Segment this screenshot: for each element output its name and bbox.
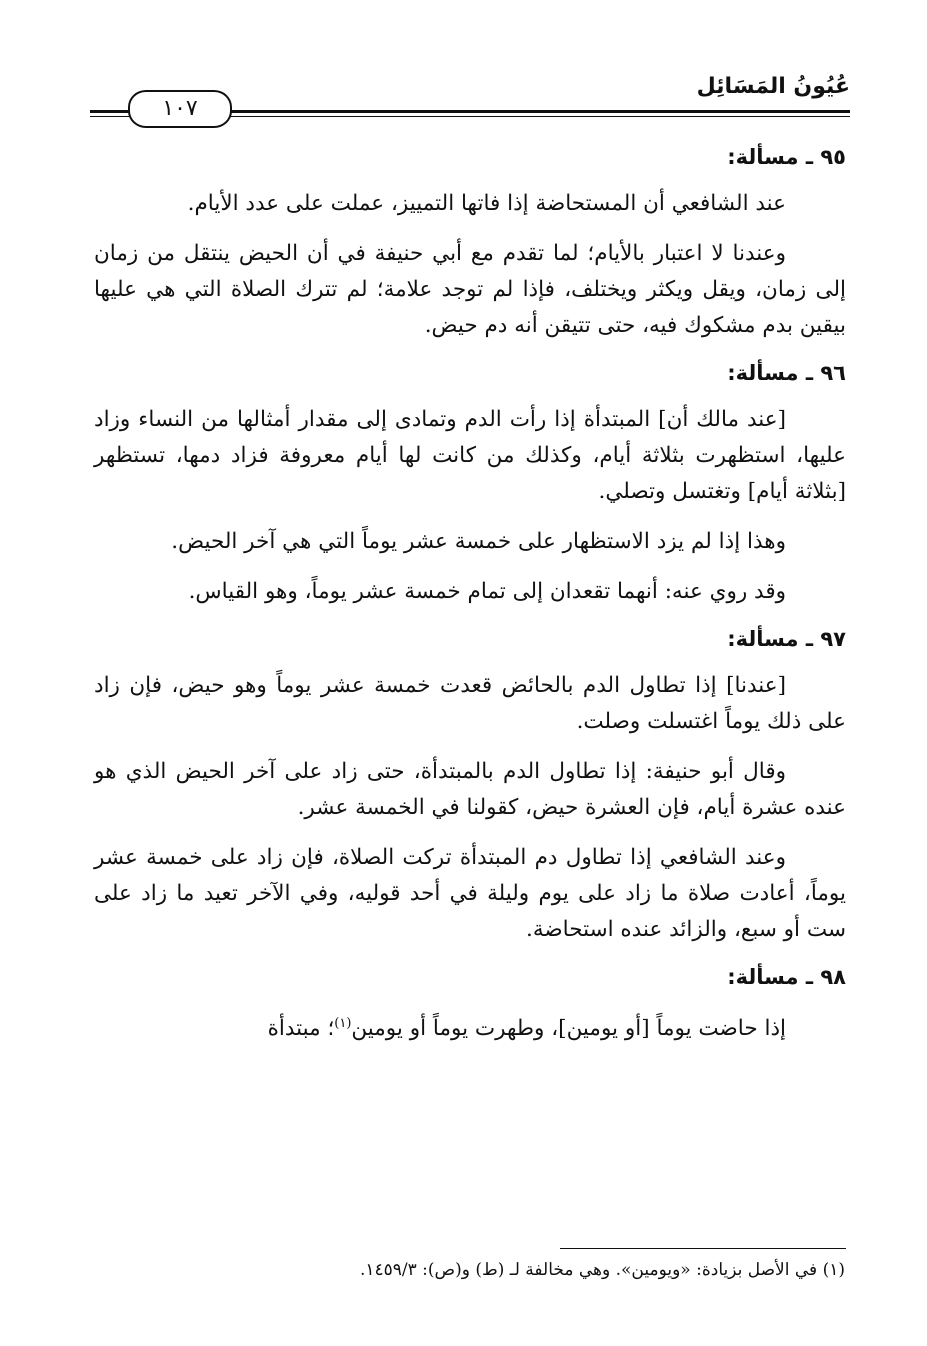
paragraph: [عند مالك أن] المبتدأة إذا رأت الدم وتمادى إلى مقدار أمثالها من النساء وزاد عليها، استظهرت بثلاثة أيام، وكذلك من كانت لها أيام معروفة فزاد دمها، تستظهر [بثلاثة أيام] وتغتسل وتصلي. xyxy=(94,407,846,504)
paragraph: وعندنا لا اعتبار بالأيام؛ لما تقدم مع أبي حنيفة في أن الحيض ينتقل من زمان إلى زمان، ويقل ويكثر ويختلف، فإذا لم توجد علامة؛ لم تترك الصلاة التي هي عليها بيقين بدم مشكوك فيه، حتى تتيقن أنه دم حيض. xyxy=(94,241,846,338)
paragraph-text: إذا حاضت يوماً [أو يومين]، وطهرت يوماً أو يومين xyxy=(351,1016,786,1042)
page-header xyxy=(90,70,850,130)
page-number: ١٠٧ xyxy=(128,90,232,128)
section-heading: ٩٨ ـ مسألة: xyxy=(727,965,846,989)
paragraph: وقد روي عنه: أنهما تقعدان إلى تمام خمسة عشر يوماً، وهو القياس. xyxy=(188,579,786,604)
footnote-marker: (١) xyxy=(334,1016,352,1031)
section-heading: ٩٦ ـ مسألة: xyxy=(727,361,846,385)
footnote: (١) في الأصل بزيادة: «ويومين». وهي مخالفة لـ (ط) و(ص): ١٤٥٩/٣. xyxy=(359,1260,845,1280)
section-heading: ٩٥ ـ مسألة: xyxy=(727,145,846,169)
body-text xyxy=(94,138,846,1047)
paragraph xyxy=(94,1006,846,1047)
paragraph: عند الشافعي أن المستحاضة إذا فاتها التمييز، عملت على عدد الأيام. xyxy=(187,191,786,216)
section-heading: ٩٧ ـ مسألة: xyxy=(727,627,846,651)
footnote-separator xyxy=(560,1248,846,1249)
running-title: عُيُونُ المَسَائِل xyxy=(696,74,850,99)
paragraph: [عندنا] إذا تطاول الدم بالحائض قعدت خمسة عشر يوماً وهو حيض، فإن زاد على ذلك يوماً اغتسلت وصلت. xyxy=(94,673,846,734)
paragraph: وهذا إذا لم يزد الاستظهار على خمسة عشر يوماً التي هي آخر الحيض. xyxy=(171,529,786,554)
paragraph: وعند الشافعي إذا تطاول دم المبتدأة تركت الصلاة، فإن زاد على خمسة عشر يوماً، أعادت صلاة ما زاد على يوم وليلة في أحد قوليه، وفي الآخر تعيد ما زاد على ست أو سبع، والزائد عنده استحاضة. xyxy=(94,845,846,942)
paragraph-text: ؛ مبتدأة xyxy=(267,1016,335,1042)
paragraph: وقال أبو حنيفة: إذا تطاول الدم بالمبتدأة، حتى زاد على آخر الحيض الذي هو عنده عشرة أيام، فإن العشرة حيض، كقولنا في الخمسة عشر. xyxy=(94,759,846,820)
